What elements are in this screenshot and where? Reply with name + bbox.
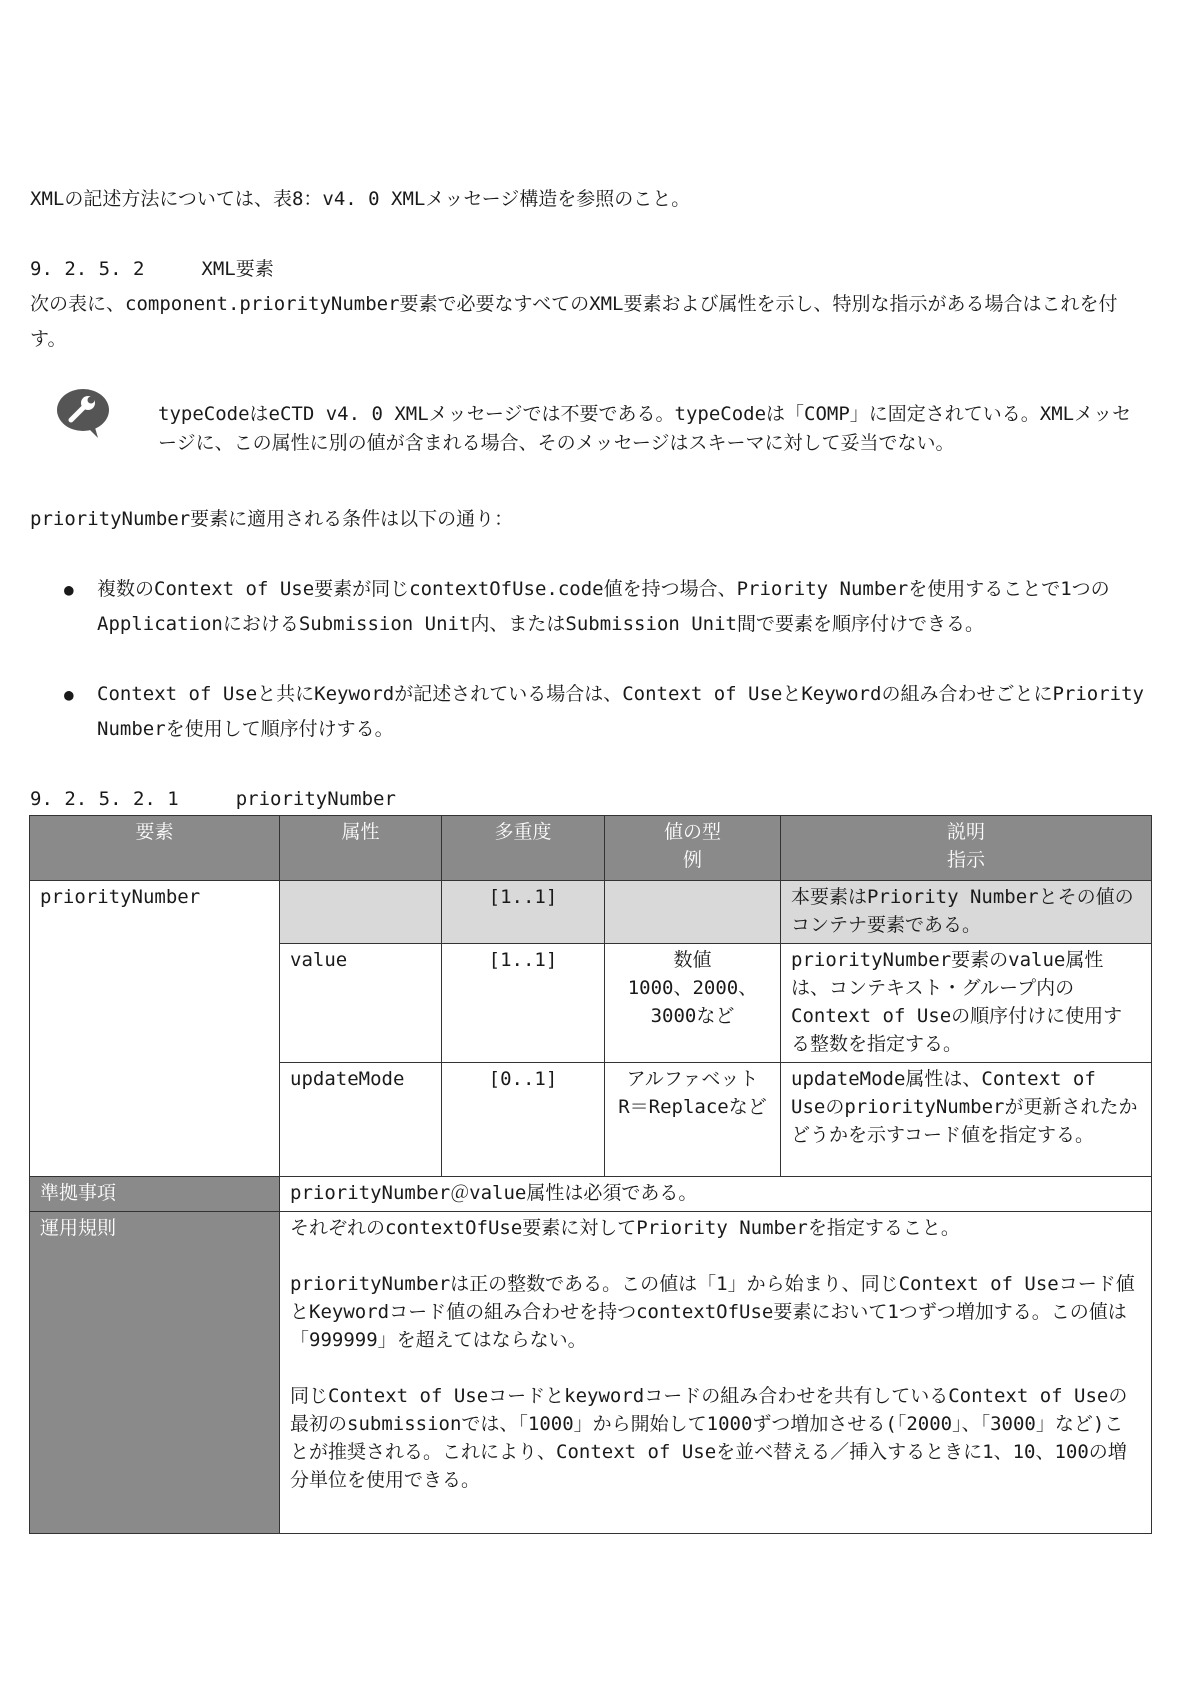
subsection-number: 9. 2. 5. 2. 1 bbox=[30, 788, 179, 810]
conditions-intro: priorityNumber要素に適用される条件は以下の通り： bbox=[30, 508, 514, 530]
value-type-cell bbox=[605, 881, 781, 944]
cardinality-cell: [0..1] bbox=[442, 1063, 605, 1177]
conformance-row bbox=[30, 1177, 1152, 1212]
header-description bbox=[781, 816, 1152, 881]
value-type-line: 3000など bbox=[650, 1005, 735, 1027]
value-type-line: R＝Replaceなど bbox=[618, 1096, 767, 1118]
conformance-label: 準拠事項 bbox=[30, 1177, 280, 1212]
header-value-example-label: 例 bbox=[682, 849, 702, 871]
header-value-type-label: 値の型 bbox=[663, 821, 721, 843]
description-cell: 本要素はPriority Numberとその値のコンテナ要素である。 bbox=[781, 881, 1152, 944]
wrench-speech-bubble-icon bbox=[56, 388, 112, 438]
value-type-line: アルファベット bbox=[626, 1068, 759, 1090]
subsection-heading bbox=[30, 784, 396, 814]
bullet-text: 複数のContext of Use要素が同じcontextOfUse.code値を持つ場合、Priority Numberを使用することで1つのApplicationにおけるSubmission Unit内、またはSubmission Unit間で要素を順序付けできる。 bbox=[97, 578, 1110, 635]
section-paragraph: 次の表に、component.priorityNumber要素で必要なすべてのXML要素および属性を示し、特別な指示がある場合はこれを付す。 bbox=[30, 293, 1118, 350]
business-rules-text bbox=[280, 1212, 1152, 1534]
paragraph-gap bbox=[290, 1242, 1141, 1270]
attribute-cell: value bbox=[280, 944, 442, 1063]
bullet-dot: ● bbox=[64, 685, 74, 704]
bullet-text: Context of Useと共にKeywordが記述されている場合は、Context of UseとKeywordの組み合わせごとにPriority Numberを使用して順序付けする。 bbox=[97, 683, 1144, 740]
bullet-item bbox=[60, 572, 1150, 642]
paragraph-gap bbox=[290, 1354, 1141, 1382]
business-rule-paragraph: priorityNumberは正の整数である。この値は「1」から始まり、同じContext of Useコード値とKeywordコード値の組み合わせを持つcontextOfUse要素において1つずつ増加する。この値は「999999」を超えてはならない。 bbox=[290, 1273, 1135, 1351]
section-heading bbox=[30, 254, 274, 284]
bullet-dot: ● bbox=[64, 580, 74, 599]
value-type-cell bbox=[605, 944, 781, 1063]
table-header-row bbox=[30, 816, 1152, 881]
value-type-line: 数値 bbox=[673, 949, 712, 971]
header-element: 要素 bbox=[30, 816, 280, 881]
table-row bbox=[30, 881, 1152, 944]
priority-number-table bbox=[29, 815, 1152, 1534]
business-rules-row bbox=[30, 1212, 1152, 1534]
section-title: XML要素 bbox=[201, 258, 274, 280]
conformance-text: priorityNumber＠value属性は必須である。 bbox=[280, 1177, 1152, 1212]
value-type-cell bbox=[605, 1063, 781, 1177]
header-description-label: 説明 bbox=[946, 821, 985, 843]
element-cell: priorityNumber bbox=[30, 881, 280, 1177]
business-rule-paragraph: 同じContext of Useコードとkeywordコードの組み合わせを共有しているContext of Useの最初のsubmissionでは、「1000」から開始して1000ずつ増加させる(「2000」、「3000」など)ことが推奨される。これにより、Context of Useを並べ替える／挿入するときに1、10、100の増分単位を使用できる。 bbox=[290, 1385, 1128, 1491]
header-attribute: 属性 bbox=[280, 816, 442, 881]
attribute-cell: updateMode bbox=[280, 1063, 442, 1177]
header-cardinality: 多重度 bbox=[442, 816, 605, 881]
description-cell: updateMode属性は、Context of UseのpriorityNumberが更新されたかどうかを示すコード値を指定する。 bbox=[781, 1063, 1152, 1177]
header-instruction-label: 指示 bbox=[946, 849, 985, 871]
business-rules-label: 運用規則 bbox=[30, 1212, 280, 1534]
section-number: 9. 2. 5. 2 bbox=[30, 258, 145, 280]
note-text: typeCodeはeCTD v4. 0 XMLメッセージでは不要である。typeCodeは「COMP」に固定されている。XMLメッセージに、この属性に別の値が含まれる場合、そのメッセージはスキーマに対して妥当でない。 bbox=[158, 403, 1132, 454]
header-value-type bbox=[605, 816, 781, 881]
business-rule-paragraph: それぞれのcontextOfUse要素に対してPriority Numberを指定すること。 bbox=[290, 1217, 960, 1239]
cardinality-cell: [1..1] bbox=[442, 944, 605, 1063]
value-type-line: 1000、2000、 bbox=[627, 977, 758, 999]
cardinality-cell: [1..1] bbox=[442, 881, 605, 944]
attribute-cell bbox=[280, 881, 442, 944]
intro-paragraph: XMLの記述方法については、表8：v4. 0 XMLメッセージ構造を参照のこと。 bbox=[30, 188, 691, 210]
subsection-title: priorityNumber bbox=[235, 788, 396, 810]
bullet-item bbox=[60, 677, 1150, 747]
description-cell: priorityNumber要素のvalue属性は、コンテキスト・グループ内のContext of Useの順序付けに使用する整数を指定する。 bbox=[781, 944, 1152, 1063]
